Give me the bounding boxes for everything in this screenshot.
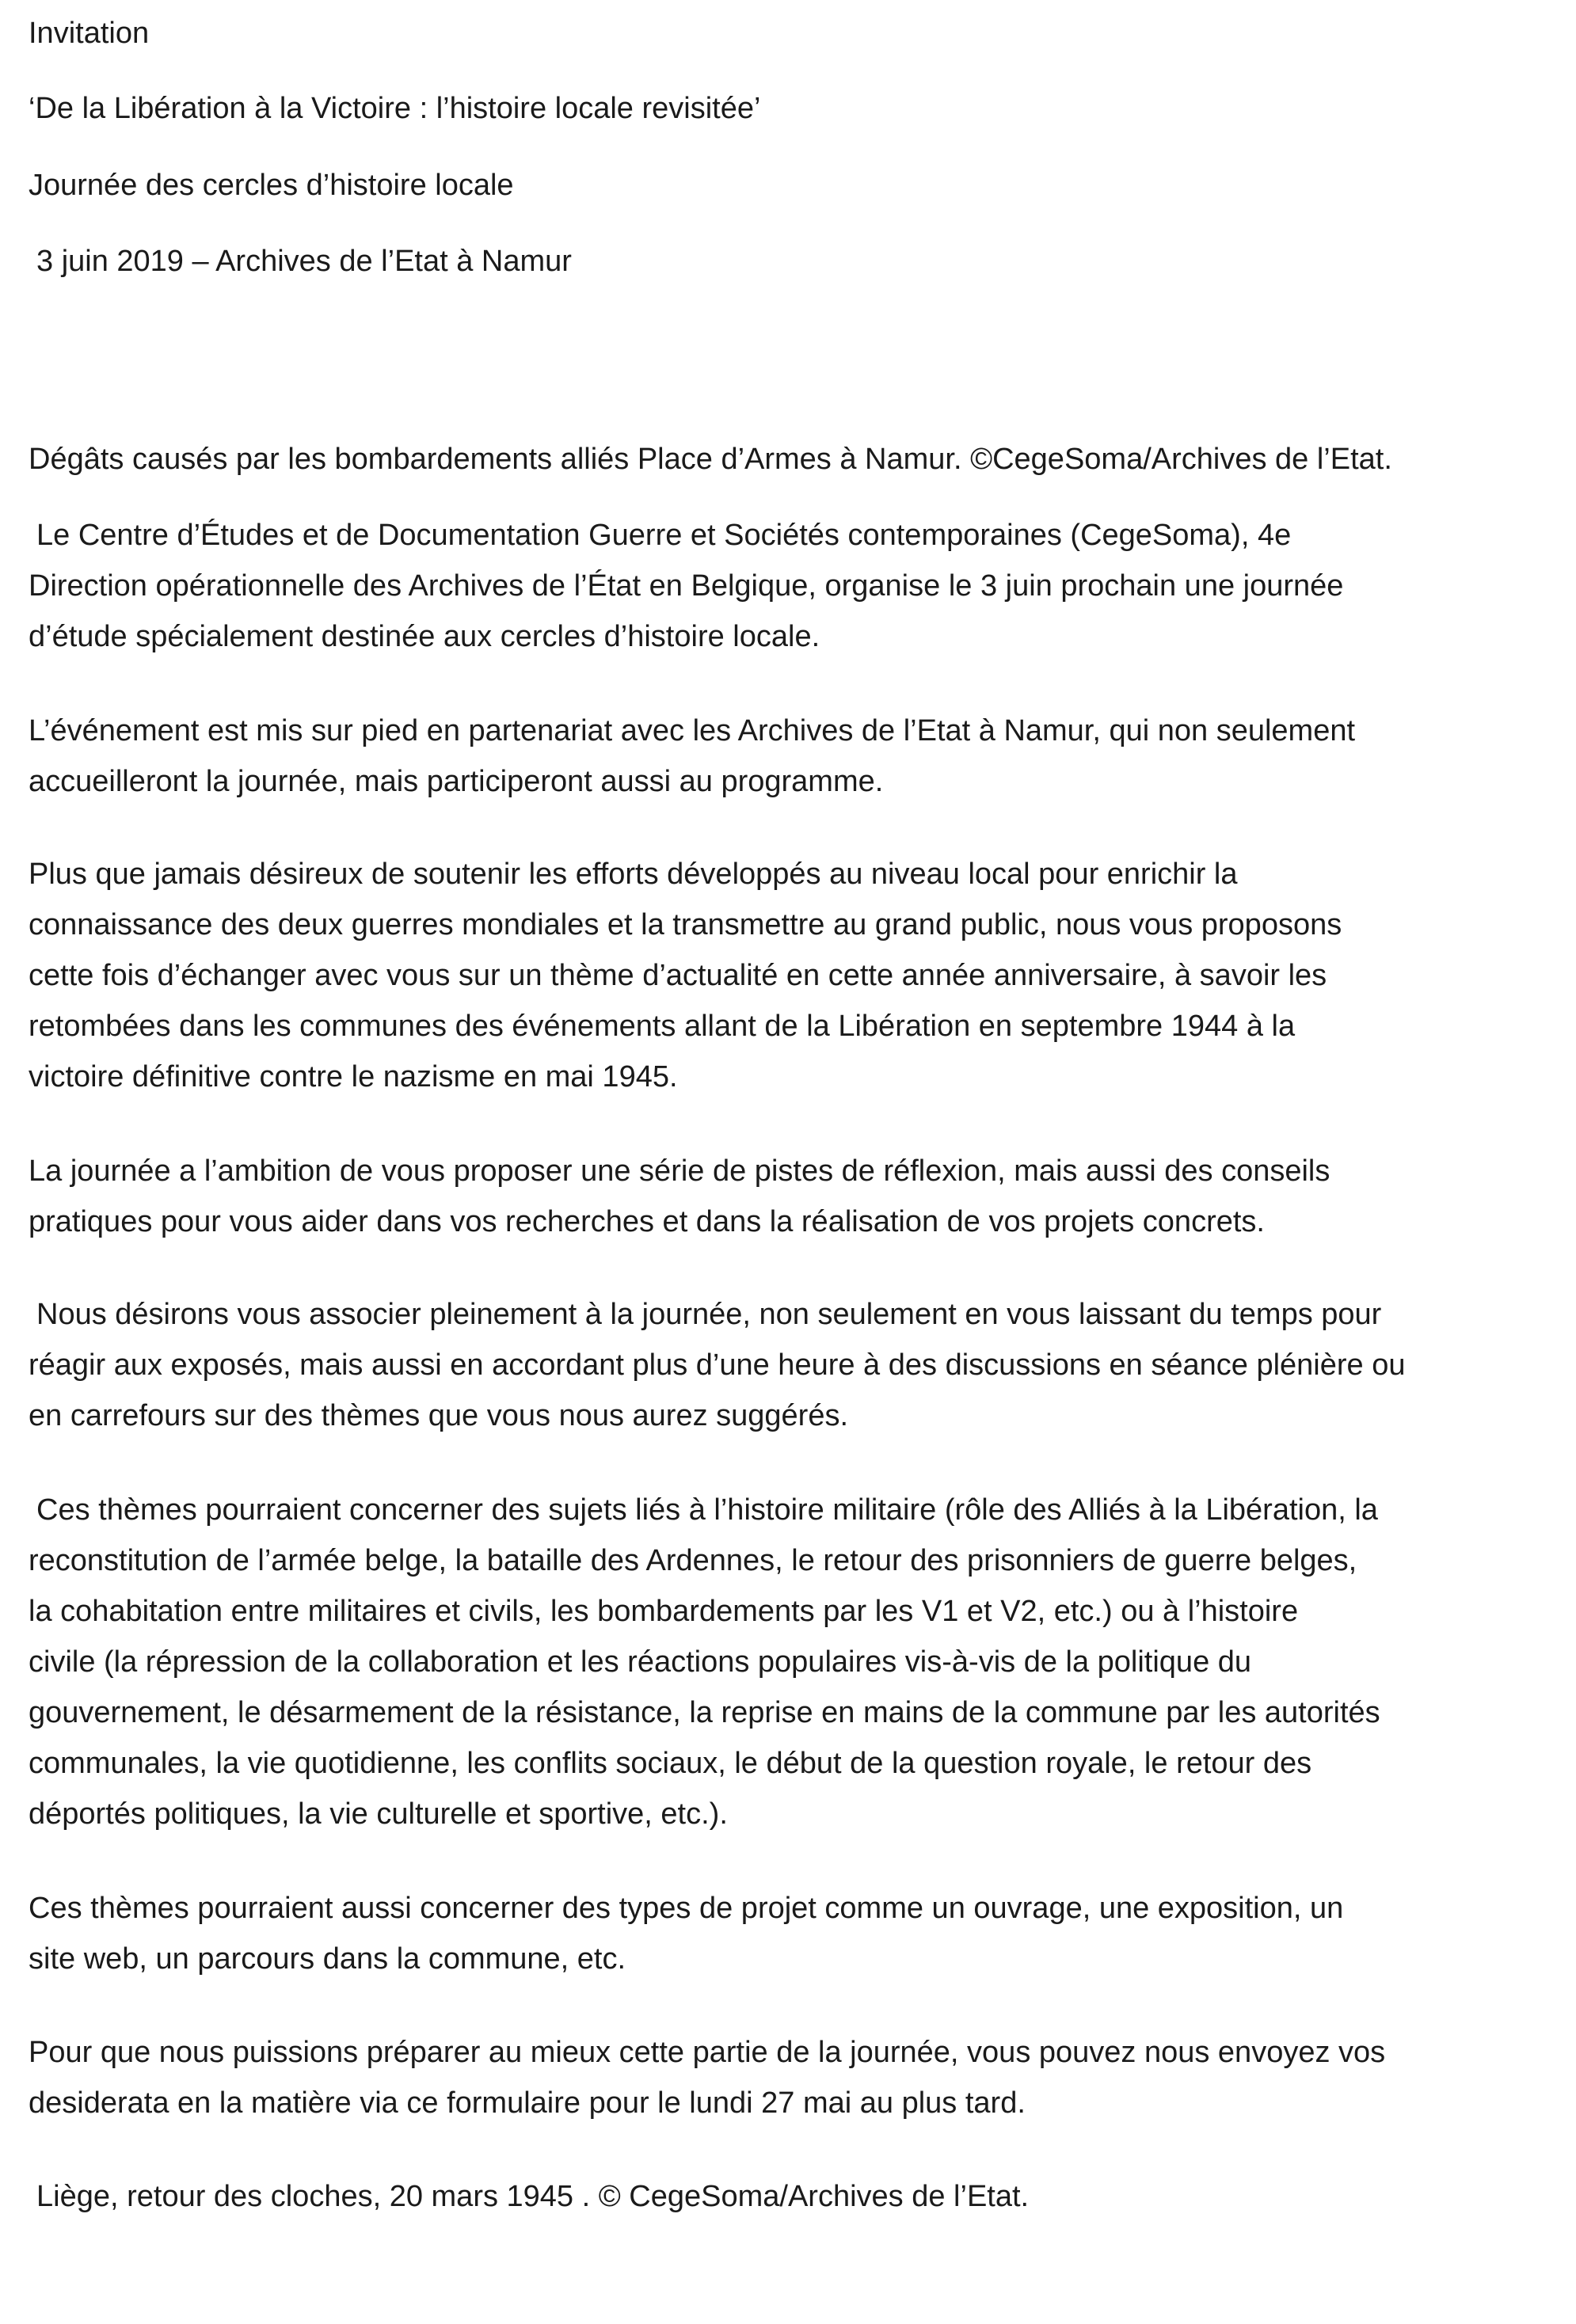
paragraph-3-line: retombées dans les communes des événements allant de la Libération en septembre 1944 à la xyxy=(29,1010,1296,1043)
paragraph-7-line: Ces thèmes pourraient aussi concerner des types de projet comme un ouvrage, une exposition, un xyxy=(29,1892,1344,1925)
paragraph-5-line: en carrefours sur des thèmes que vous nous aurez suggérés. xyxy=(29,1399,849,1432)
paragraph-1-line: d’étude spécialement destinée aux cercles d’histoire locale. xyxy=(29,620,820,653)
paragraph-2-line: L’événement est mis sur pied en partenariat avec les Archives de l’Etat à Namur, qui non seulement xyxy=(29,714,1356,747)
paragraph-1-line: Direction opérationnelle des Archives de l’État en Belgique, organise le 3 juin prochain une journée xyxy=(29,569,1344,603)
event-name: Journée des cercles d’histoire locale xyxy=(29,169,514,202)
paragraph-8-line: Pour que nous puissions préparer au mieux cette partie de la journée, vous pouvez nous envoyez vos xyxy=(29,2036,1386,2069)
image-caption-1: Dégâts causés par les bombardements alliés Place d’Armes à Namur. ©CegeSoma/Archives de l’Etat. xyxy=(29,443,1392,476)
paragraph-1-line: Le Centre d’Études et de Documentation Guerre et Sociétés contemporaines (CegeSoma), 4e xyxy=(36,519,1292,552)
invitation-label: Invitation xyxy=(29,17,150,50)
paragraph-3-line: cette fois d’échanger avec vous sur un thème d’actualité en cette année anniversaire, à savoir les xyxy=(29,959,1327,992)
paragraph-3-line: connaissance des deux guerres mondiales et la transmettre au grand public, nous vous proposons xyxy=(29,908,1342,941)
paragraph-6-line: Ces thèmes pourraient concerner des sujets liés à l’histoire militaire (rôle des Alliés à la Libération, la xyxy=(36,1493,1378,1527)
paragraph-4-line: pratiques pour vous aider dans vos recherches et dans la réalisation de vos projets concrets. xyxy=(29,1205,1265,1238)
paragraph-7-line: site web, un parcours dans la commune, etc. xyxy=(29,1942,626,1976)
paragraph-5-line: Nous désirons vous associer pleinement à la journée, non seulement en vous laissant du temps pour xyxy=(36,1298,1382,1331)
paragraph-6-line: la cohabitation entre militaires et civils, les bombardements par les V1 et V2, etc.) ou à l’histoire xyxy=(29,1595,1299,1628)
event-title: ‘De la Libération à la Victoire : l’histoire locale revisitée’ xyxy=(29,92,761,125)
paragraph-4-line: La journée a l’ambition de vous proposer une série de pistes de réflexion, mais aussi des conseils xyxy=(29,1154,1330,1188)
paragraph-6-line: communales, la vie quotidienne, les conflits sociaux, le début de la question royale, le retour des xyxy=(29,1747,1312,1780)
paragraph-2-line: accueilleront la journée, mais participeront aussi au programme. xyxy=(29,765,884,798)
paragraph-6-line: gouvernement, le désarmement de la résistance, la reprise en mains de la commune par les autorités xyxy=(29,1696,1380,1729)
paragraph-3-line: Plus que jamais désireux de soutenir les efforts développés au niveau local pour enrichir la xyxy=(29,858,1238,891)
paragraph-3-line: victoire définitive contre le nazisme en mai 1945. xyxy=(29,1060,678,1094)
paragraph-5-line: réagir aux exposés, mais aussi en accordant plus d’une heure à des discussions en séance plénière ou xyxy=(29,1348,1406,1382)
paragraph-8-line: desiderata en la matière via ce formulaire pour le lundi 27 mai au plus tard. xyxy=(29,2086,1026,2120)
paragraph-6-line: civile (la répression de la collaboration et les réactions populaires vis-à-vis de la politique du xyxy=(29,1645,1252,1679)
event-date-place: 3 juin 2019 – Archives de l’Etat à Namur xyxy=(36,245,572,278)
image-caption-2: Liège, retour des cloches, 20 mars 1945 . © CegeSoma/Archives de l’Etat. xyxy=(36,2180,1030,2213)
paragraph-6-line: reconstitution de l’armée belge, la bataille des Ardennes, le retour des prisonniers de guerre belges, xyxy=(29,1544,1357,1577)
paragraph-6-line: déportés politiques, la vie culturelle et sportive, etc.). xyxy=(29,1797,728,1831)
